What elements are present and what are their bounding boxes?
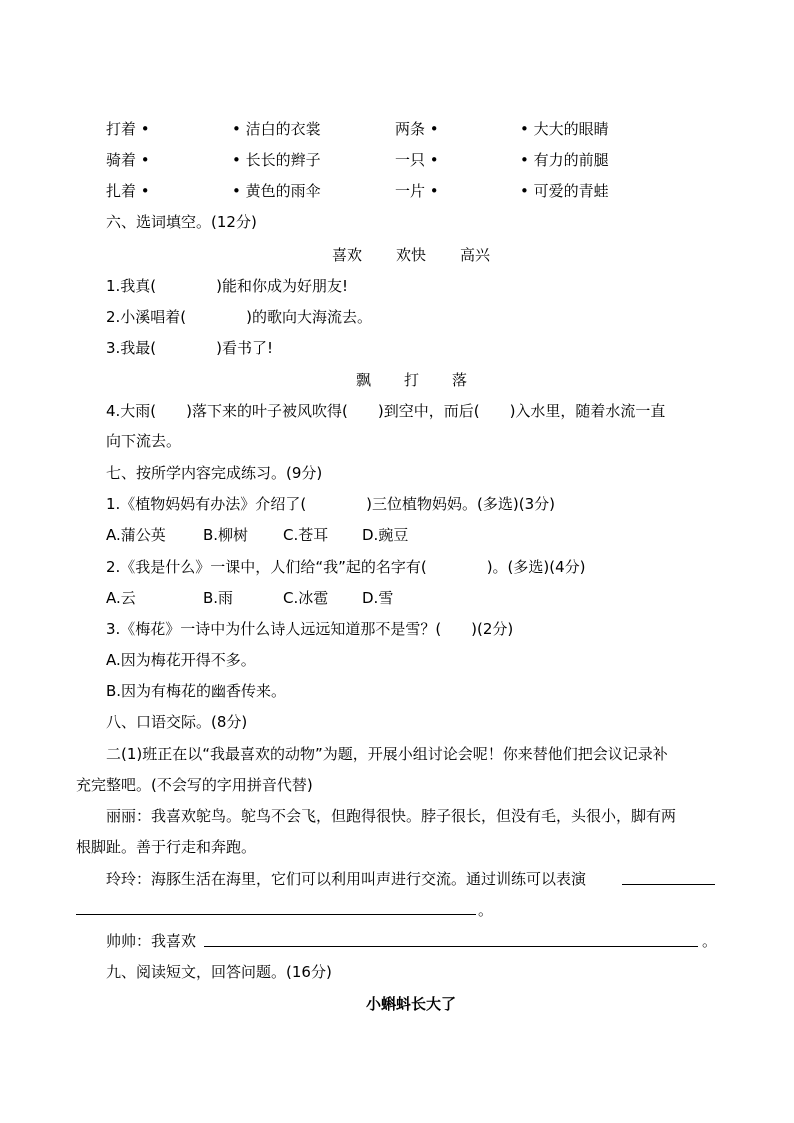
paragraph-text: 根脚趾。善于行走和奔跑。 <box>76 838 257 856</box>
section-8-title: 八、口语交际。(8分) <box>106 713 248 731</box>
word-choice: 打 <box>404 371 420 389</box>
paragraph-text: 帅帅：我喜欢 <box>106 932 197 950</box>
matching-left-verb: 骑着 • <box>106 151 150 169</box>
question-text: 2.小溪唱着( )的歌向大海流去。 <box>106 308 373 326</box>
option-text: A.蒲公英 <box>106 526 166 544</box>
matching-right-measure: 一只 • <box>395 151 439 169</box>
question-text: 1.我真( )能和你成为好朋友! <box>106 277 349 295</box>
option-text: C.苍耳 <box>283 526 329 544</box>
option-text: A.云 <box>106 589 136 607</box>
option-text: D.雪 <box>362 589 394 607</box>
option-text: A.因为梅花开得不多。 <box>106 651 256 669</box>
answer-blank[interactable] <box>622 870 715 885</box>
period-mark: 。 <box>702 932 718 950</box>
option-text: D.豌豆 <box>362 526 409 544</box>
matching-right-object: • 大大的眼睛 <box>520 120 609 138</box>
period-mark: 。 <box>478 901 494 919</box>
matching-right-object: • 有力的前腿 <box>520 151 609 169</box>
question-text: 1.《植物妈妈有办法》介绍了( )三位植物妈妈。(多选)(3分) <box>106 495 555 513</box>
paragraph-text: 玲玲：海豚生活在海里，它们可以利用叫声进行交流。通过训练可以表演 <box>106 870 587 888</box>
word-choice: 高兴 <box>460 246 491 264</box>
matching-right-object: • 可爱的青蛙 <box>520 182 609 200</box>
answer-blank[interactable] <box>204 932 698 947</box>
story-title: 小蝌蚪长大了 <box>366 995 457 1013</box>
matching-row <box>0 150 794 170</box>
option-text: B.雨 <box>203 589 234 607</box>
matching-left-verb: 扎着 • <box>106 182 150 200</box>
answer-blank[interactable] <box>76 900 476 915</box>
matching-right-measure: 两条 • <box>395 120 439 138</box>
word-choice: 喜欢 <box>332 246 363 264</box>
matching-row <box>0 181 794 201</box>
matching-left-object: • 长长的辫子 <box>232 151 321 169</box>
matching-left-object: • 洁白的衣裳 <box>232 120 321 138</box>
option-text: B.因为有梅花的幽香传来。 <box>106 682 287 700</box>
option-text: B.柳树 <box>203 526 249 544</box>
question-text: 3.我最( )看书了! <box>106 339 274 357</box>
matching-left-object: • 黄色的雨伞 <box>232 182 321 200</box>
matching-left-verb: 打着 • <box>106 120 150 138</box>
section-6-title: 六、选词填空。(12分) <box>106 213 257 231</box>
word-choice: 落 <box>452 371 468 389</box>
question-text: 向下流去。 <box>106 432 182 450</box>
section-9-title: 九、阅读短文，回答问题。(16分) <box>106 963 332 981</box>
word-choice: 飘 <box>356 371 372 389</box>
matching-right-measure: 一片 • <box>395 182 439 200</box>
paragraph-text: 充完整吧。(不会写的字用拼音代替) <box>76 776 313 794</box>
word-choice: 欢快 <box>396 246 427 264</box>
paragraph-text: 二(1)班正在以“我最喜欢的动物”为题，开展小组讨论会呢！你来替他们把会议记录补 <box>106 745 668 763</box>
question-text: 3.《梅花》一诗中为什么诗人远远知道那不是雪？( )(2分) <box>106 620 514 638</box>
option-text: C.冰雹 <box>283 589 329 607</box>
question-text: 2.《我是什么》一课中，人们给“我”起的名字有( )。(多选)(4分) <box>106 558 586 576</box>
matching-row <box>0 119 794 139</box>
paragraph-text: 丽丽：我喜欢鸵鸟。鸵鸟不会飞，但跑得很快。脖子很长，但没有毛，头很小，脚有两 <box>106 807 677 825</box>
question-text: 4.大雨( )落下来的叶子被风吹得( )到空中，而后( )入水里，随着水流一直 <box>106 402 666 420</box>
section-7-title: 七、按所学内容完成练习。(9分) <box>106 464 323 482</box>
